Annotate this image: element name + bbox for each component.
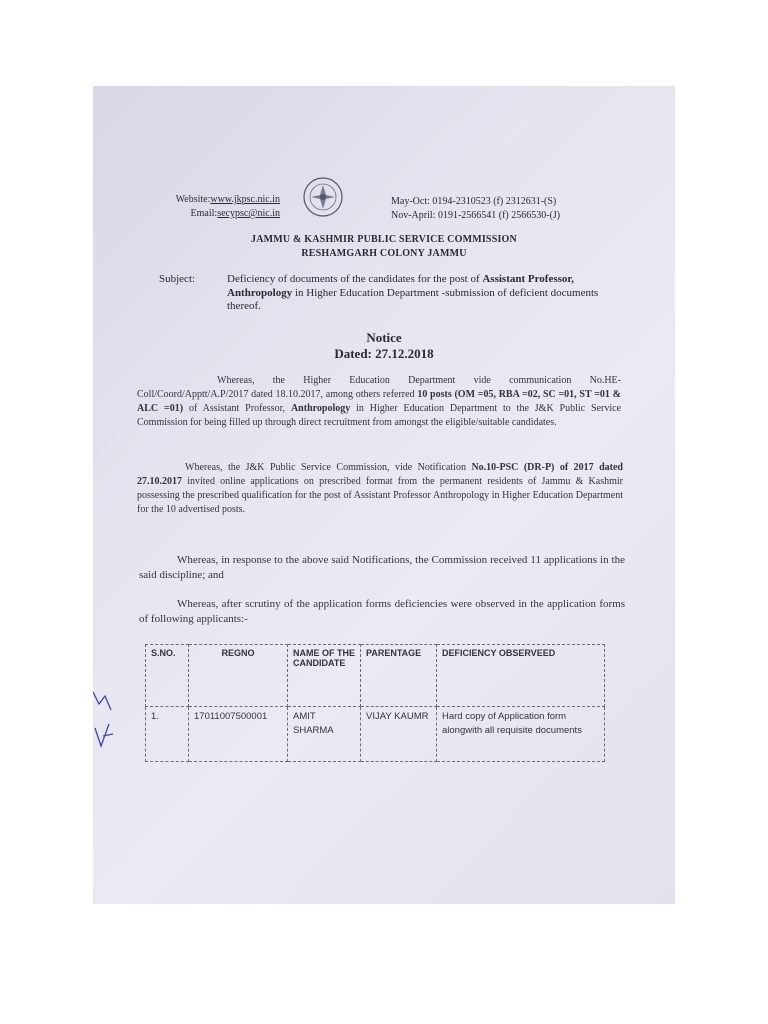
phone-may-oct: May-Oct: 0194-2310523 (f) 2312631-(S): [391, 196, 557, 207]
email-link[interactable]: secypsc@nic.in: [217, 208, 280, 219]
paragraph-3: Whereas, in response to the above said Notifications, the Commission received 11 applications in the said discipline; and: [139, 554, 625, 581]
subject-text: Deficiency of documents of the candidates for the post of Assistant Professor, Anthropology in Higher Education Department -submission of deficient documents thereof.: [227, 273, 599, 312]
website-label: Website:: [175, 194, 211, 205]
subject-label: Subject:: [159, 273, 196, 285]
commission-name: JAMMU & KASHMIR PUBLIC SERVICE COMMISSION: [251, 234, 517, 245]
email-label: Email:: [190, 208, 218, 219]
website-link[interactable]: www.jkpsc.nic.in: [210, 194, 280, 205]
notice-title: Notice: [366, 330, 402, 345]
deficiency-table: [145, 644, 605, 762]
pen-mark-icon: [93, 684, 119, 754]
cell-sno: 1.: [146, 707, 189, 762]
header-name: NAME OF THE CANDIDATE: [288, 645, 361, 707]
contact-web-email: [148, 193, 280, 221]
commission-address: RESHAMGARH COLONY JAMMU: [301, 248, 467, 259]
cell-name: AMIT SHARMA: [288, 707, 361, 762]
commission-emblem-icon: [302, 176, 344, 218]
header-deficiency: DEFICIENCY OBSERVEED: [437, 645, 605, 707]
header-sno: S.NO.: [146, 645, 189, 707]
phone-nov-april: Nov-April: 0191-2566541 (f) 2566530-(J): [391, 210, 561, 221]
paragraph-2: Whereas, the J&K Public Service Commission, vide Notification No.10-PSC (DR-P) of 2017 dated 27.10.2017 invited online applications on prescribed format from the permanent residents of Jammu & Kashmir possessing the prescribed qualification for the post of Assistant Professor Anthropology in Higher Education Department for the 10 advertised posts.: [137, 462, 623, 515]
header-regno: REGNO: [189, 645, 288, 707]
cell-regno: 17011007500001: [189, 707, 288, 762]
paragraph-4: Whereas, after scrutiny of the application forms deficiencies were observed in the application forms of following applicants:-: [139, 598, 625, 625]
contact-phones: [391, 195, 560, 223]
paragraph-1: Whereas, the Higher Education Department vide communication No.HE-Coll/Coord/Apptt/A.P/2017 dated 18.10.2017, among others referred 10 posts (OM =05, RBA =02, SC =01, ST =01 & ALC =01) of Assistant Professor, Anthropology in Higher Education Department to the J&K Public Service Commission for being filled up through direct recruitment from amongst the eligible/suitable candidates.: [137, 375, 621, 428]
notice-document: [93, 86, 675, 904]
cell-parentage: VIJAY KAUMR: [361, 707, 437, 762]
cell-deficiency: Hard copy of Application form alongwith all requisite documents: [437, 707, 605, 762]
header-parentage: PARENTAGE: [361, 645, 437, 707]
notice-date: Dated: 27.12.2018: [334, 346, 434, 361]
table-row: [146, 707, 605, 762]
table-header-row: [146, 645, 605, 707]
